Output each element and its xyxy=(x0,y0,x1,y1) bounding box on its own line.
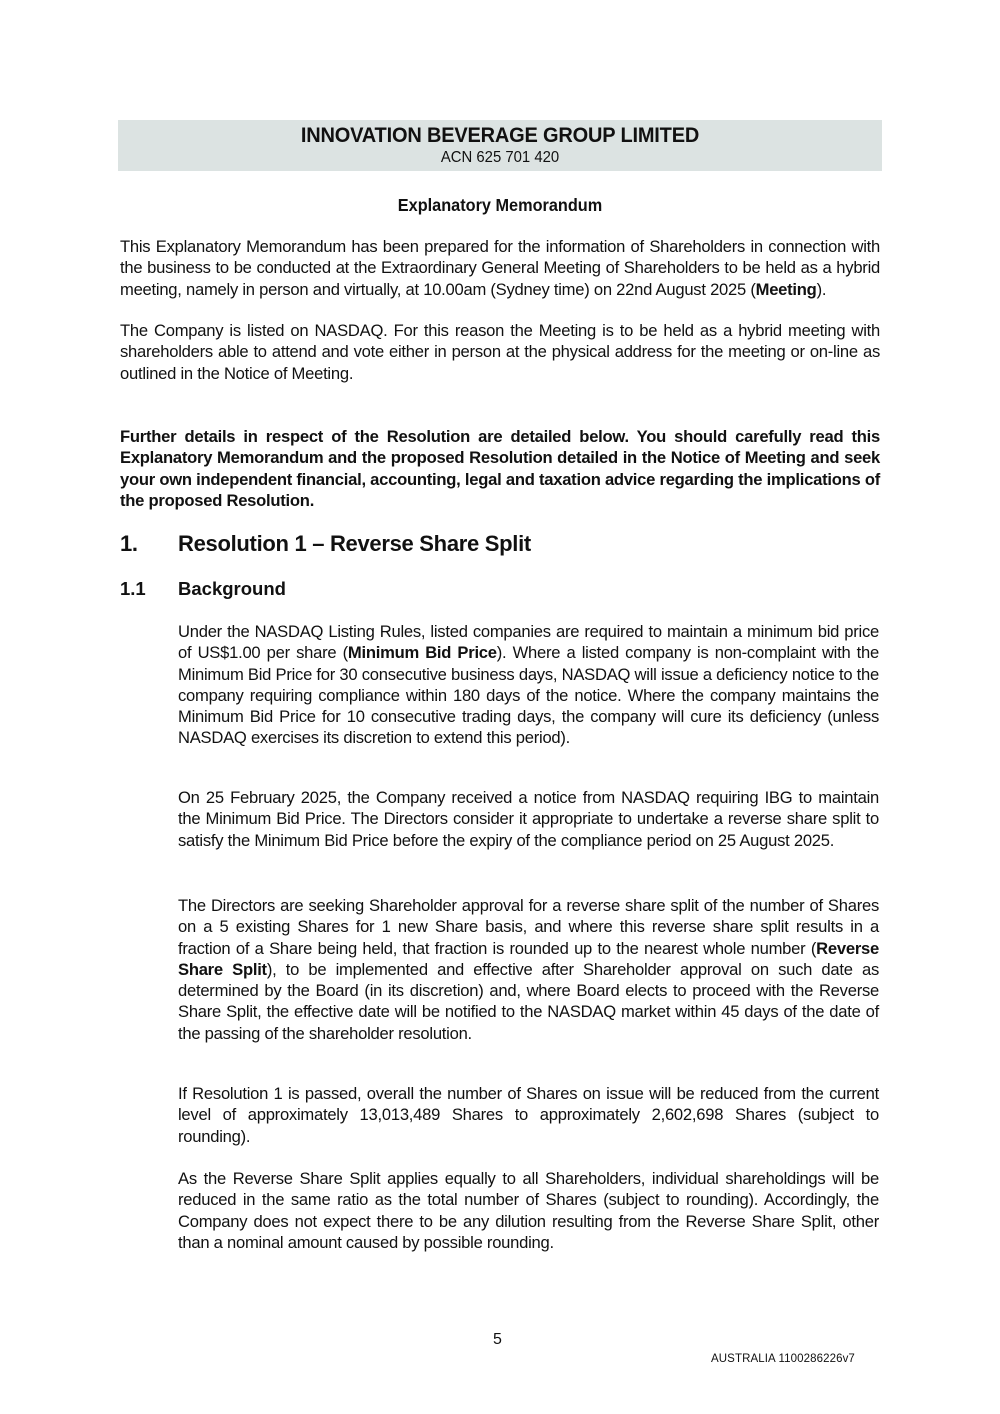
defined-term: Reverse Share Split xyxy=(178,938,879,979)
section-title: Resolution 1 – Reverse Share Split xyxy=(178,531,531,556)
paragraph-text: Under the NASDAQ Listing Rules, listed companies are required to maintain a minimum bid price of US$1.00 per share ( xyxy=(178,622,879,663)
paragraph-text: This Explanatory Memorandum has been prepared for the information of Shareholders in connection with the business to be conducted at the Extraordinary General Meeting of Shareholders to be held as a hybrid meeting, namely in person and virtually, at 10.00am (Sydney time) on 22nd August 2025 ( xyxy=(120,237,880,299)
background-paragraph-listing-rules xyxy=(178,621,879,749)
section-number: 1. xyxy=(120,531,138,556)
defined-term: Minimum Bid Price xyxy=(347,643,497,663)
background-paragraph-approval xyxy=(178,895,879,1044)
background-paragraph-share-count: If Resolution 1 is passed, overall the number of Shares on issue will be reduced from the current level of approximately 13,013,489 Shares to approximately 2,602,698 Shares (subject to rounding). xyxy=(178,1084,879,1146)
intro-paragraph-nasdaq: The Company is listed on NASDAQ. For this reason the Meeting is to be held as a hybrid meeting with shareholders able to attend and vote either in person at the physical address for the meeting or on-line as outlined in the Notice of Meeting. xyxy=(120,321,880,383)
acn-number: ACN 625 701 420 xyxy=(440,149,560,166)
paragraph-text: The Directors are seeking Shareholder approval for a reverse share split of the number of Shares on a 5 existing Shares for 1 new Share basis, and where this reverse share split results in a fraction of a Share being held, that fraction is rounded up to the nearest whole number ( xyxy=(178,896,879,958)
title-band xyxy=(118,120,882,171)
subsection-title: Background xyxy=(178,578,286,599)
paragraph-text: ), to be implemented and effective after Shareholder approval on such date as determined by the Board (in its discretion) and, where Board elects to proceed with the Reverse Share Split, the effective date will be notified to the NASDAQ market within 45 days of the date of the passing of the shareholder resolution. xyxy=(178,959,879,1043)
background-paragraph-dilution: As the Reverse Share Split applies equally to all Shareholders, individual shareholdings will be reduced in the same ratio as the total number of Shares (subject to rounding). Accordingly, the Company does not expect there to be any dilution resulting from the Reverse Share Split, other than a nominal amount caused by possible rounding. xyxy=(178,1169,879,1252)
intro-paragraph-advice: Further details in respect of the Resolution are detailed below. You should carefully read this Explanatory Memorandum and the proposed Resolution detailed in the Notice of Meeting and seek your own independent financial, accounting, legal and taxation advice regarding the implications of the proposed Resolution. xyxy=(120,427,880,510)
paragraph-text: ). xyxy=(816,279,827,299)
company-name: INNOVATION BEVERAGE GROUP LIMITED xyxy=(300,123,700,147)
paragraph-text: ). Where a listed company is non-complaint with the Minimum Bid Price for 30 consecutive business days, NASDAQ will issue a deficiency notice to the company requiring compliance within 180 days of the notice. Where the company maintains the Minimum Bid Price for 10 consecutive trading days, the company will cure its deficiency (unless NASDAQ exercises its discretion to extend this period). xyxy=(178,643,880,748)
document-reference: AUSTRALIA 1100286226v7 xyxy=(711,1353,855,1365)
subsection-number: 1.1 xyxy=(120,578,146,599)
defined-term: Meeting xyxy=(755,279,817,299)
intro-paragraph-meeting xyxy=(120,236,880,300)
background-paragraph-notice: On 25 February 2025, the Company received a notice from NASDAQ requiring IBG to maintain the Minimum Bid Price. The Directors consider it appropriate to undertake a reverse share split to satisfy the Minimum Bid Price before the expiry of the compliance period on 25 August 2025. xyxy=(178,788,879,850)
page-number: 5 xyxy=(493,1331,502,1348)
memo-heading: Explanatory Memorandum xyxy=(397,195,603,215)
